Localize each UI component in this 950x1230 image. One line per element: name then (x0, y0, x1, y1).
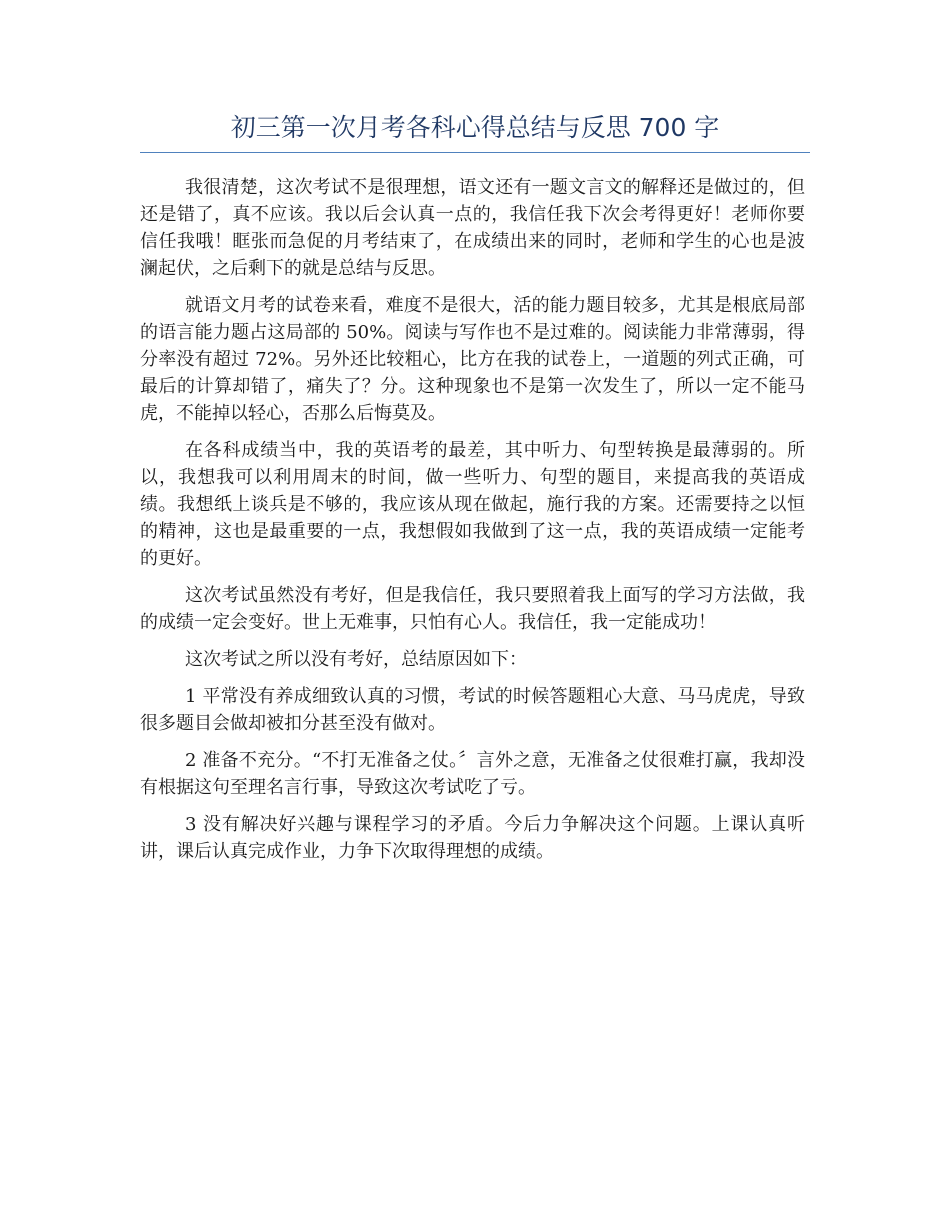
paragraph-1: 我很清楚，这次考试不是很理想，语文还有一题文言文的解释还是做过的，但还是错了，真不应该。我以后会认真一点的，我信任我下次会考得更好！老师你要信任我哦！眶张而急促的月考结束了，在成绩出来的同时，老师和学生的心也是波澜起伏，之后剩下的就是总结与反思。 (140, 177, 805, 279)
paragraph-8: 3 没有解决好兴趣与课程学习的矛盾。今后力争解决这个问题。上课认真听讲，课后认真完成作业，力争下次取得理想的成绩。 (140, 814, 805, 862)
document-body (140, 174, 805, 875)
paragraph-5: 这次考试之所以没有考好，总结原因如下： (185, 649, 527, 670)
paragraph-6: 1 平常没有养成细致认真的习惯，考试的时候答题粗心大意、马马虎虎，导致很多题目会做却被扣分甚至没有做对。 (140, 686, 805, 734)
paragraph-7: 2 准备不充分。“不打无准备之仗。〞言外之意，无准备之仗很难打赢，我却没有根据这句至理名言行事，导致这次考试吃了亏。 (140, 750, 805, 798)
document-title: 初三第一次月考各科心得总结与反思 700 字 (230, 113, 720, 142)
paragraph-4: 这次考试虽然没有考好，但是我信任，我只要照着我上面写的学习方法做，我的成绩一定会变好。世上无难事，只怕有心人。我信任，我一定能成功！ (140, 585, 805, 633)
paragraph-2: 就语文月考的试卷来看，难度不是很大，活的能力题目较多，尤其是根底局部的语言能力题占这局部的 50%。阅读与写作也不是过难的。阅读能力非常薄弱，得分率没有超过 72%。另外还比较粗心，比方在我的试卷上，一道题的列式正确，可最后的计算却错了，痛失了？分。这种现象也不是第一次发生了，所以一定不能马虎，不能掉以轻心，否那么后悔莫及。 (140, 295, 805, 424)
paragraph-3: 在各科成绩当中，我的英语考的最差，其中听力、句型转换是最薄弱的。所以，我想我可以利用周末的时间，做一些听力、句型的题目，来提高我的英语成绩。我想纸上谈兵是不够的，我应该从现在做起，施行我的方案。还需要持之以恒的精神，这也是最重要的一点，我想假如我做到了这一点，我的英语成绩一定能考的更好。 (140, 440, 805, 569)
title-underline (140, 152, 810, 153)
